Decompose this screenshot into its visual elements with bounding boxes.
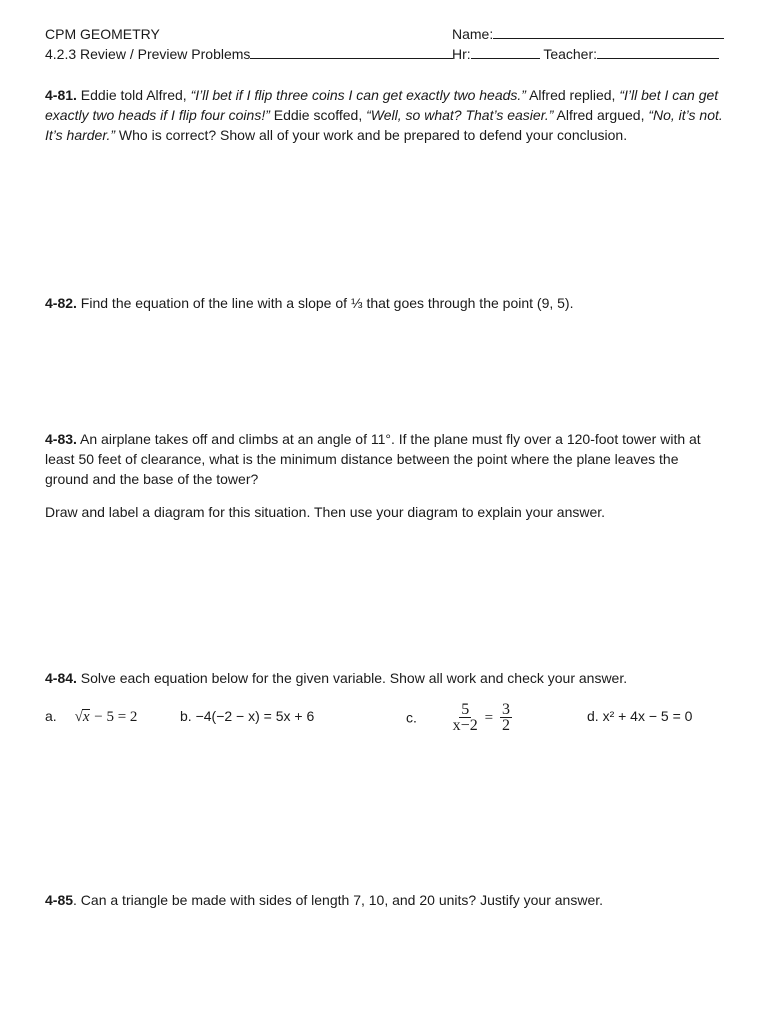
hr-blank[interactable] [471, 44, 540, 59]
problem-number: 4-82. [45, 295, 77, 311]
problem-4-84: 4-84. Solve each equation below for the given variable. Show all work and check your answer. [45, 670, 628, 686]
section-title: 4.2.3 Review / Preview Problems [45, 44, 453, 64]
header-right [452, 24, 724, 64]
part-a: a. √x − 5 = 2 [45, 708, 138, 725]
problem-number: 4-84. [45, 670, 77, 686]
problem-4-82: 4-82. Find the equation of the line with a slope of ⅓ that goes through the point (9, 5). [45, 295, 574, 311]
header-left [45, 24, 453, 64]
problem-number: 4-83. [45, 431, 77, 447]
problem-number: 4-81. [45, 87, 77, 103]
problem-4-84-parts [45, 702, 725, 742]
part-c: c. $\frac{5}{x-2}$ = $\frac{3}{2}$ [406, 701, 510, 734]
sqrt-equation: √x − 5 = 2 [74, 709, 138, 725]
section-underline [250, 44, 453, 59]
problem-4-83-instruction: Draw and label a diagram for this situation. Then use your diagram to explain your answer. [45, 504, 606, 520]
part-d: d. x² + 4x − 5 = 0 [587, 708, 693, 724]
part-b: b. −4(−2 − x) = 5x + 6 [180, 708, 315, 724]
fraction-right: $\frac{3}{2}$ [501, 701, 510, 734]
fraction-left: $\frac{5}{x-2}$ [452, 701, 478, 734]
name-blank[interactable] [493, 24, 724, 39]
problem-number: 4-85 [45, 892, 74, 908]
problem-4-85: 4-85. Can a triangle be made with sides of length 7, 10, and 20 units? Justify your answer. [45, 892, 604, 908]
problem-4-81: 4-81. Eddie told Alfred, “I’ll bet if I flip three coins I can get exactly two heads.” Alfred replied, “I’ll bet I can get exactly two heads if I flip four coins!” Eddie scoffed, “Well, so what? That’s easier.” Alfred argued, “No, it’s not. It’s harder.” Who is correct? Show all of your work and be prepared to defend your conclusion. [45, 87, 723, 143]
name-line: Name: [452, 24, 724, 44]
problem-4-83: 4-83. An airplane takes off and climbs at an angle of 11°. If the plane must fly over a 120-foot tower with at least 50 feet of clearance, what is the minimum distance between the point where the plane leaves the ground and the base of the tower? [45, 431, 701, 487]
teacher-blank[interactable] [597, 44, 719, 59]
hr-teacher-line: Hr: Teacher: [452, 44, 724, 64]
course-title: CPM GEOMETRY [45, 26, 160, 42]
